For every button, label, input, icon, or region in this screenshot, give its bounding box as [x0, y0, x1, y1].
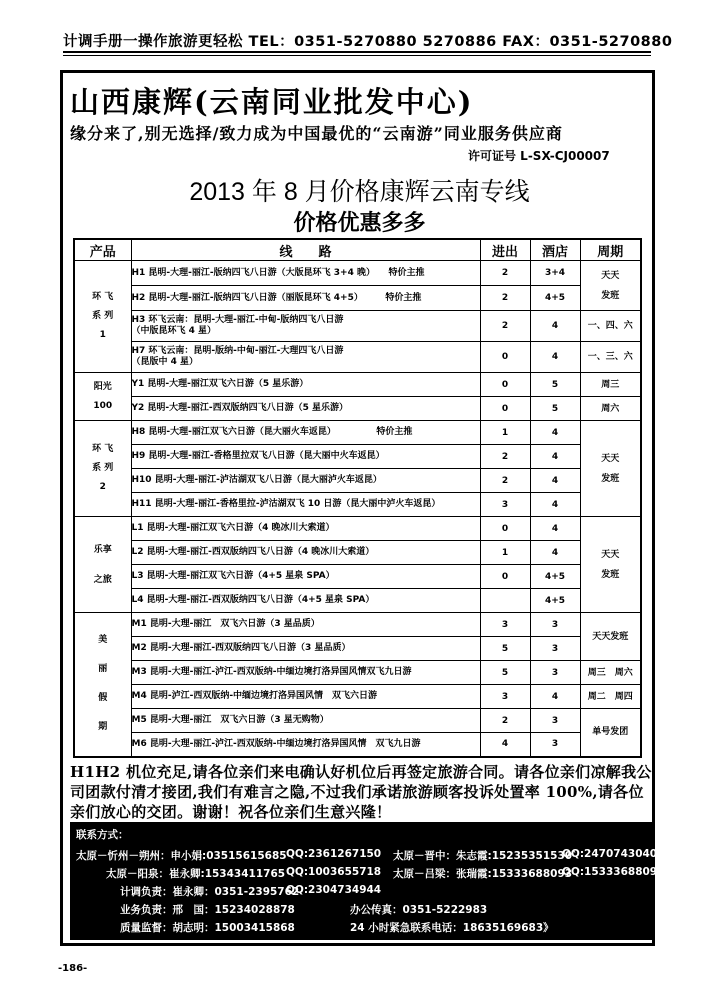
period-cell: 天天 发班 [580, 517, 641, 613]
contact-line: QQ:2361267150 [286, 848, 382, 860]
route-cell: H9 昆明-大理-丽江-香格里拉双飞八日游（昆大丽中火车返昆） [131, 445, 480, 469]
hotel-cell: 5 [530, 397, 580, 421]
route-cell: H1 昆明-大理-丽江-版纳四飞八日游（大版昆环飞 3+4 晚） 特价主推 [131, 261, 480, 286]
hotel-cell: 4 [530, 493, 580, 517]
route-cell: L2 昆明-大理-丽江-西双版纳四飞八日游（4 晚冰川大索道） [131, 541, 480, 565]
page-header [63, 30, 673, 52]
contact-line: QQ:2304734944 [286, 884, 382, 896]
contact-line: 太原－阳泉：崔永卿:15343411765 [106, 868, 286, 880]
route-cell: M5 昆明-大理-丽江 双飞六日游（3 星无购物） [131, 709, 480, 733]
hotel-cell: 3 [530, 613, 580, 637]
route-cell: L4 昆明-大理-丽江-西双版纳四飞八日游（4+5 星泉 SPA） [131, 589, 480, 613]
flights-cell: 2 [480, 709, 530, 733]
flights-cell: 5 [480, 637, 530, 661]
route-cell: M2 昆明-大理-丽江-西双版纳四飞八日游（3 星品质） [131, 637, 480, 661]
table-row [74, 261, 641, 286]
slogan: 缘分来了,别无选择/致力成为中国最优的“云南游”同业服务供应商 [70, 124, 563, 143]
route-cell: Y1 昆明-大理-丽江双飞六日游（5 星乐游） [131, 373, 480, 397]
flights-cell: 5 [480, 661, 530, 685]
page-title: 2013 年 8 月价格康辉云南专线 [189, 178, 530, 206]
flights-cell: 0 [480, 517, 530, 541]
flights-cell: 2 [480, 311, 530, 342]
hotel-cell: 3+4 [530, 261, 580, 286]
hotel-cell: 4+5 [530, 286, 580, 311]
license-number: 许可证号 L-SX-CJ00007 [468, 149, 610, 163]
contact-line: 计调负责：崔永卿：0351-2395762 [120, 886, 300, 898]
col-header-product: 产品 [74, 239, 131, 261]
period-cell: 周三 [580, 373, 641, 397]
hotel-cell: 4 [530, 517, 580, 541]
flights-cell: 2 [480, 445, 530, 469]
hotel-cell: 4 [530, 342, 580, 373]
product-cell: 环 飞 系 列 1 [74, 261, 131, 373]
contact-line: 办公传真：0351-5222983 [350, 904, 488, 916]
contact-line: QQ:2470743040 [562, 848, 658, 860]
route-cell: H7 环飞云南：昆明-版纳-中甸-丽江-大理四飞八日游 （昆版中 4 星） [131, 342, 480, 373]
product-cell: 乐享 之旅 [74, 517, 131, 613]
notice-text: H1H2 机位充足,请各位亲们来电确认好机位后再签定旅游合同。请各位亲们凉解我公司团款付清才接团,我们有难言之隐,不过我们承诺旅游顾客投诉处置率 100%,请各位亲们放心的交团。谢谢！祝各位亲们生意兴隆！ [70, 763, 652, 821]
hotel-cell: 4+5 [530, 589, 580, 613]
table-row [74, 565, 641, 589]
route-cell: M6 昆明-大理-丽江-泸江-西双版纳-中缅边境打洛异国风情 双飞九日游 [131, 733, 480, 757]
table-row [74, 613, 641, 637]
route-cell: M1 昆明-大理-丽江 双飞六日游（3 星品质） [131, 613, 480, 637]
flights-cell: 3 [480, 493, 530, 517]
hotel-cell: 3 [530, 661, 580, 685]
table-row [74, 541, 641, 565]
flights-cell: 2 [480, 469, 530, 493]
hotel-cell: 4 [530, 685, 580, 709]
flights-cell: 1 [480, 541, 530, 565]
period-cell: 周三 周六 [580, 661, 641, 685]
contact-line: QQ:1003655718 [286, 866, 382, 878]
hotel-cell: 4 [530, 445, 580, 469]
contact-line: QQ:15333688093 [562, 866, 665, 878]
contact-line: 24 小时紧急联系电话：18635169683》 [350, 922, 554, 934]
table-row [74, 685, 641, 709]
period-cell: 天天 发班 [580, 421, 641, 517]
flights-cell: 2 [480, 261, 530, 286]
table-row [74, 493, 641, 517]
period-cell: 天天 发班 [580, 261, 641, 311]
col-header-route: 线 路 [131, 239, 480, 261]
table-row [74, 397, 641, 421]
contact-box [70, 822, 665, 940]
table-header-row [74, 239, 641, 261]
table-row [74, 733, 641, 757]
flights-cell: 1 [480, 421, 530, 445]
hotel-cell: 3 [530, 637, 580, 661]
company-name: 山西康辉(云南同业批发中心) [70, 85, 474, 119]
product-cell: 阳光 100 [74, 373, 131, 421]
flights-cell: 0 [480, 565, 530, 589]
contact-line: 太原－忻州－朔州：申小娟:03515615685 [76, 850, 287, 862]
table-row [74, 445, 641, 469]
price-table [73, 238, 642, 758]
hotel-cell: 4+5 [530, 565, 580, 589]
route-cell: H11 昆明-大理-丽江-香格里拉-泸沽湖双飞 10 日游（昆大丽中泸火车返昆） [131, 493, 480, 517]
period-cell: 天天发班 [580, 613, 641, 661]
route-cell: Y2 昆明-大理-丽江-西双版纳四飞八日游（5 星乐游） [131, 397, 480, 421]
product-cell: 美 丽 假 期 [74, 613, 131, 757]
period-cell: 一、三、六 [580, 342, 641, 373]
flights-cell: 0 [480, 397, 530, 421]
hotel-cell: 3 [530, 733, 580, 757]
col-header-hotel: 酒店 [530, 239, 580, 261]
period-cell: 单号发团 [580, 709, 641, 757]
hotel-cell: 4 [530, 469, 580, 493]
flights-cell: 0 [480, 342, 530, 373]
route-cell: H10 昆明-大理-丽江-泸沽湖双飞八日游（昆大丽泸火车返昆） [131, 469, 480, 493]
col-header-period: 周期 [580, 239, 641, 261]
flights-cell: 4 [480, 733, 530, 757]
table-row [74, 589, 641, 613]
table-row [74, 517, 641, 541]
product-cell: 环 飞 系 列 2 [74, 421, 131, 517]
table-row [74, 311, 641, 342]
period-cell: 周六 [580, 397, 641, 421]
table-row [74, 469, 641, 493]
route-cell: M3 昆明-大理-丽江-泸江-西双版纳-中缅边境打洛异国风情双飞九日游 [131, 661, 480, 685]
hotel-cell: 4 [530, 311, 580, 342]
route-cell: L3 昆明-大理-丽江双飞六日游（4+5 星泉 SPA） [131, 565, 480, 589]
table-row [74, 661, 641, 685]
table-row [74, 709, 641, 733]
contact-line: 太原－吕梁：张瑞霞:15333688093 [393, 868, 573, 880]
period-cell: 周二 周四 [580, 685, 641, 709]
contact-line: 太原－晋中：朱志霞:15235351530` [393, 850, 578, 862]
route-cell: M4 昆明-泸江-西双版纳-中缅边境打洛异国风情 双飞六日游 [131, 685, 480, 709]
table-row [74, 342, 641, 373]
contact-line: 质量监督：胡志明：15003415868 [120, 922, 295, 934]
flights-cell [480, 589, 530, 613]
table-row [74, 637, 641, 661]
flights-cell: 0 [480, 373, 530, 397]
flights-cell: 2 [480, 286, 530, 311]
contact-heading: 联系方式： [76, 829, 129, 841]
contact-line: 业务负责：邢 国：15234028878 [120, 904, 295, 916]
hotel-cell: 4 [530, 541, 580, 565]
route-cell: H8 昆明-大理-丽江双飞六日游（昆大丽火车返昆） 特价主推 [131, 421, 480, 445]
header-rule [63, 51, 651, 53]
hotel-cell: 5 [530, 373, 580, 397]
hotel-cell: 3 [530, 709, 580, 733]
table-row [74, 286, 641, 311]
page-subtitle: 价格优惠多多 [293, 210, 426, 236]
header-rule-thin [63, 55, 651, 56]
flights-cell: 3 [480, 685, 530, 709]
route-cell: H3 环飞云南：昆明-大理-丽江-中甸-版纳四飞八日游 （中版昆环飞 4 星） [131, 311, 480, 342]
route-cell: L1 昆明-大理-丽江双飞六日游（4 晚冰川大索道） [131, 517, 480, 541]
header-text: 计调手册一操作旅游更轻松 TEL：0351-5270880 5270886 FAX：0351-5270880 [63, 34, 673, 50]
route-cell: H2 昆明-大理-丽江-版纳四飞八日游（丽版昆环飞 4+5） 特价主推 [131, 286, 480, 311]
period-cell: 一、四、六 [580, 311, 641, 342]
page-number: -186- [58, 963, 88, 974]
col-header-flights: 进出 [480, 239, 530, 261]
table-row [74, 373, 641, 397]
table-row [74, 421, 641, 445]
hotel-cell: 4 [530, 421, 580, 445]
flights-cell: 3 [480, 613, 530, 637]
